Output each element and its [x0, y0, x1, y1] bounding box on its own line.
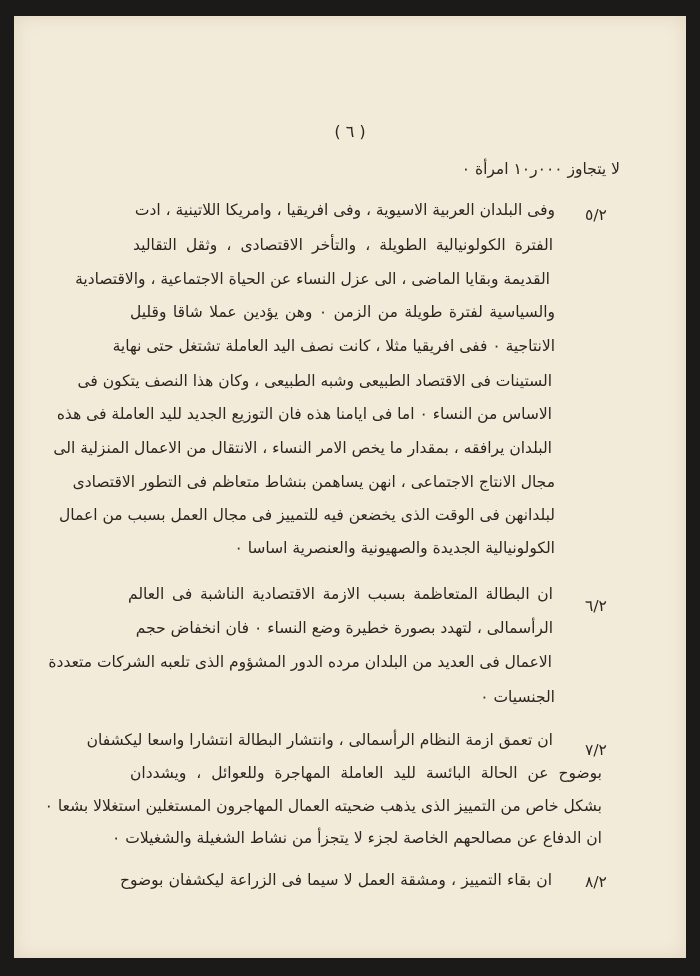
paragraph-line: الجنسيات ٠: [480, 688, 555, 706]
paragraph-line: الاساس من النساء ٠ اما فى ايامنا هذه فان التوزيع الجديد لليد العاملة فى هذه: [56, 405, 552, 423]
paragraph-line: وفى البلدان العربية الاسيوية ، وفى افريقيا ، وامريكا اللاتينية ، ادت: [134, 201, 555, 219]
paragraph-line: الكولونيالية الجديدة والصهيونية والعنصرية اساسا ٠: [234, 539, 555, 557]
paragraph-line: ان تعمق ازمة النظام الرأسمالى ، وانتشار البطالة انتشارا واسعا ليكشفان: [86, 731, 553, 749]
paragraph-line: لبلدانهن فى الوقت الذى يخضعن فيه للتمييز فى مجال العمل بسبب من اعمال: [59, 506, 555, 524]
paragraph-line: ان بقاء التمييز ، ومشقة العمل لا سيما فى الزراعة ليكشفان بوضوح: [120, 871, 552, 889]
paragraph-line: ان الدفاع عن مصالحهم الخاصة لجزء لا يتجزأ من نشاط الشغيلة والشغيلات ٠: [112, 829, 602, 847]
section-number: ٦/٢: [585, 597, 607, 615]
paragraph-line: ان البطالة المتعاظمة بسبب الازمة الاقتصادية الناشبة فى العالم: [128, 585, 553, 603]
paragraph-line: الرأسمالى ، لتهدد بصورة خطيرة وضع النساء ٠ فان انخفاض حجم: [135, 619, 553, 637]
page-number: ( ٦ ): [334, 122, 366, 141]
paragraph-line: بشكل خاص من التمييز الذى يذهب ضحيته العمال المهاجرون المستغلين استغلالا بشعا ٠: [44, 797, 602, 815]
section-number: ٥/٢: [585, 206, 607, 224]
paragraph-line: الاعمال فى العديد من البلدان مرده الدور المشؤوم الذى تلعبه الشركات متعددة: [48, 653, 552, 671]
paragraph-line: القديمة وبقايا الماضى ، الى عزل النساء عن الحياة الاجتماعية ، والاقتصادية: [75, 270, 550, 288]
section-number: ٧/٢: [585, 741, 607, 759]
paragraph-line: مجال الانتاج الاجتماعى ، انهن يساهمن بنشاط متعاظم فى التطور الاقتصادى: [72, 473, 555, 491]
paragraph-line: والسياسية لفترة طويلة من الزمن ٠ وهن يؤدين عملا شاقا وقليل: [130, 303, 555, 321]
paragraph-line: البلدان يرافقه ، بمقدار ما يخص الامر النساء ، الانتقال من الاعمال المنزلية الى: [53, 439, 552, 457]
paragraph-line: الستينات فى الاقتصاد الطبيعى وشبه الطبيعى ، وكان هذا النصف يتكون فى: [77, 372, 552, 390]
paragraph-line: الانتاجية ٠ ففى افريقيا مثلا ، كانت نصف اليد العاملة تشتغل حتى نهاية: [112, 337, 555, 355]
paragraph-line: بوضوح عن الحالة البائسة لليد العاملة المهاجرة وللعوائل ، ويشددان: [130, 764, 602, 782]
intro-line: لا يتجاوز ٠٠٠ر١٠ امرأة ٠: [461, 160, 620, 178]
paragraph-line: الفترة الكولونيالية الطويلة ، والتأخر الاقتصادى ، وثقل التقاليد: [133, 236, 553, 254]
section-number: ٨/٢: [585, 873, 607, 891]
